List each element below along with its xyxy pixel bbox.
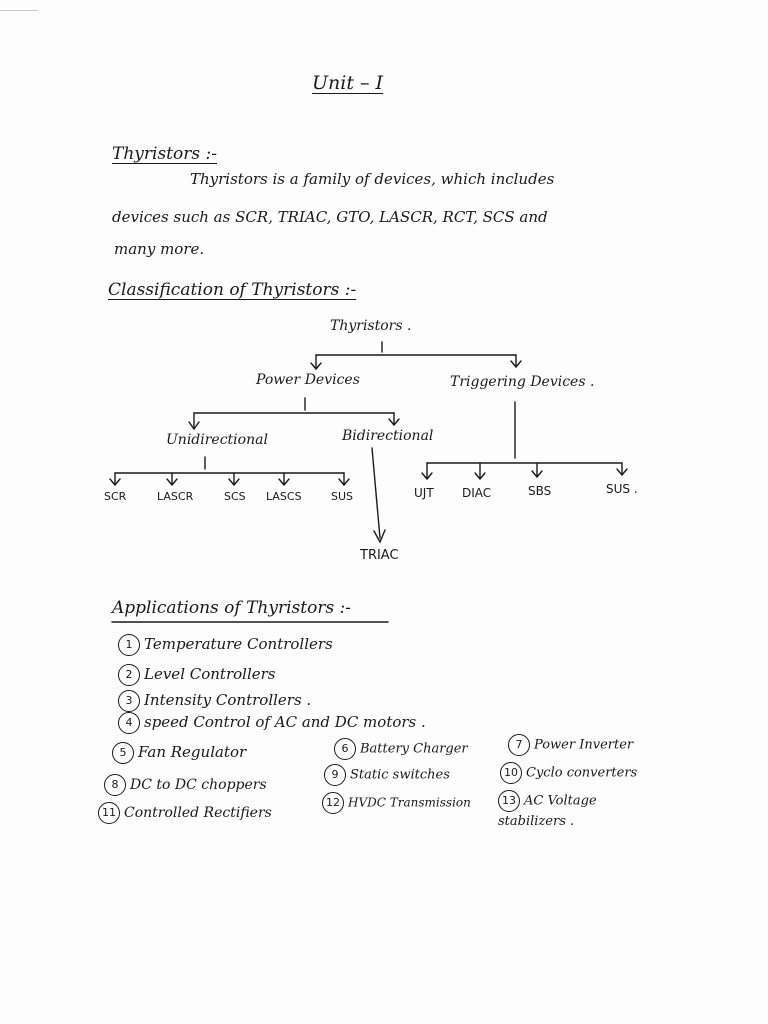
page-title: Unit – I	[312, 72, 384, 94]
tree-leaf-sbs: SBS	[528, 484, 552, 498]
application-item-9	[324, 764, 450, 786]
application-text-2: Level Controllers	[144, 665, 276, 683]
application-text-6: Battery Charger	[360, 741, 468, 757]
definition-line-3: many more.	[114, 240, 205, 258]
applications-heading: Applications of Thyristors :-	[112, 598, 352, 618]
application-item-5	[112, 742, 246, 764]
application-item-2	[118, 664, 276, 686]
application-number-11: 11	[98, 802, 120, 824]
application-text-1: Temperature Controllers	[144, 635, 333, 653]
tree-node-triggering-devices: Triggering Devices .	[450, 374, 595, 390]
application-number-6: 6	[334, 738, 356, 760]
application-number-13: 13	[498, 790, 520, 812]
tree-leaf-lascr: LASCR	[157, 490, 194, 503]
application-text-5: Fan Regulator	[138, 743, 247, 761]
application-item-10	[500, 762, 637, 784]
tree-leaf-sus: SUS	[331, 490, 354, 503]
application-number-3: 3	[118, 690, 140, 712]
tree-leaf-diac: DIAC	[462, 486, 492, 500]
tree-node-power-devices: Power Devices	[256, 372, 360, 388]
tree-node-unidirectional: Unidirectional	[166, 432, 268, 448]
application-text-4: speed Control of AC and DC motors .	[144, 713, 426, 731]
application-text-9: Static switches	[350, 767, 450, 783]
classification-heading: Classification of Thyristors :-	[108, 280, 357, 300]
tree-leaf-lascs: LASCS	[266, 490, 302, 503]
tree-leaf-scr: SCR	[104, 490, 127, 503]
application-item-12	[322, 792, 471, 814]
tree-root-thyristors: Thyristors .	[330, 318, 412, 334]
tree-leaf-sus-trigger: SUS .	[606, 482, 638, 496]
application-text-3: Intensity Controllers .	[144, 691, 312, 709]
application-number-10: 10	[500, 762, 522, 784]
definition-line-1: Thyristors is a family of devices, which includes	[190, 170, 555, 188]
application-text-10: Cyclo converters	[526, 765, 638, 781]
application-text-11: Controlled Rectifiers	[124, 805, 272, 821]
application-item-3	[118, 690, 311, 712]
application-number-5: 5	[112, 742, 134, 764]
application-number-4: 4	[118, 712, 140, 734]
application-number-2: 2	[118, 664, 140, 686]
application-number-7: 7	[508, 734, 530, 756]
application-item-1	[118, 634, 333, 656]
application-item-13	[498, 790, 630, 832]
thyristors-heading: Thyristors :-	[112, 144, 217, 164]
application-number-12: 12	[322, 792, 344, 814]
application-text-8: DC to DC choppers	[130, 777, 267, 793]
application-item-8	[104, 774, 267, 796]
application-item-7	[508, 734, 633, 756]
application-item-6	[334, 738, 468, 760]
definition-line-2: devices such as SCR, TRIAC, GTO, LASCR, RCT, SCS and	[112, 208, 548, 226]
tree-node-bidirectional: Bidirectional	[342, 428, 434, 444]
application-text-7: Power Inverter	[534, 737, 634, 753]
application-item-4	[118, 712, 426, 734]
application-text-13: AC Voltage stabilizers .	[498, 793, 597, 829]
application-number-8: 8	[104, 774, 126, 796]
application-text-12: HVDC Transmission	[348, 795, 471, 810]
tree-leaf-ujt: UJT	[414, 486, 434, 500]
application-number-9: 9	[324, 764, 346, 786]
tree-leaf-scs: SCS	[224, 490, 246, 503]
tree-leaf-triac: TRIAC	[360, 548, 399, 563]
application-item-11	[98, 802, 272, 824]
application-number-1: 1	[118, 634, 140, 656]
